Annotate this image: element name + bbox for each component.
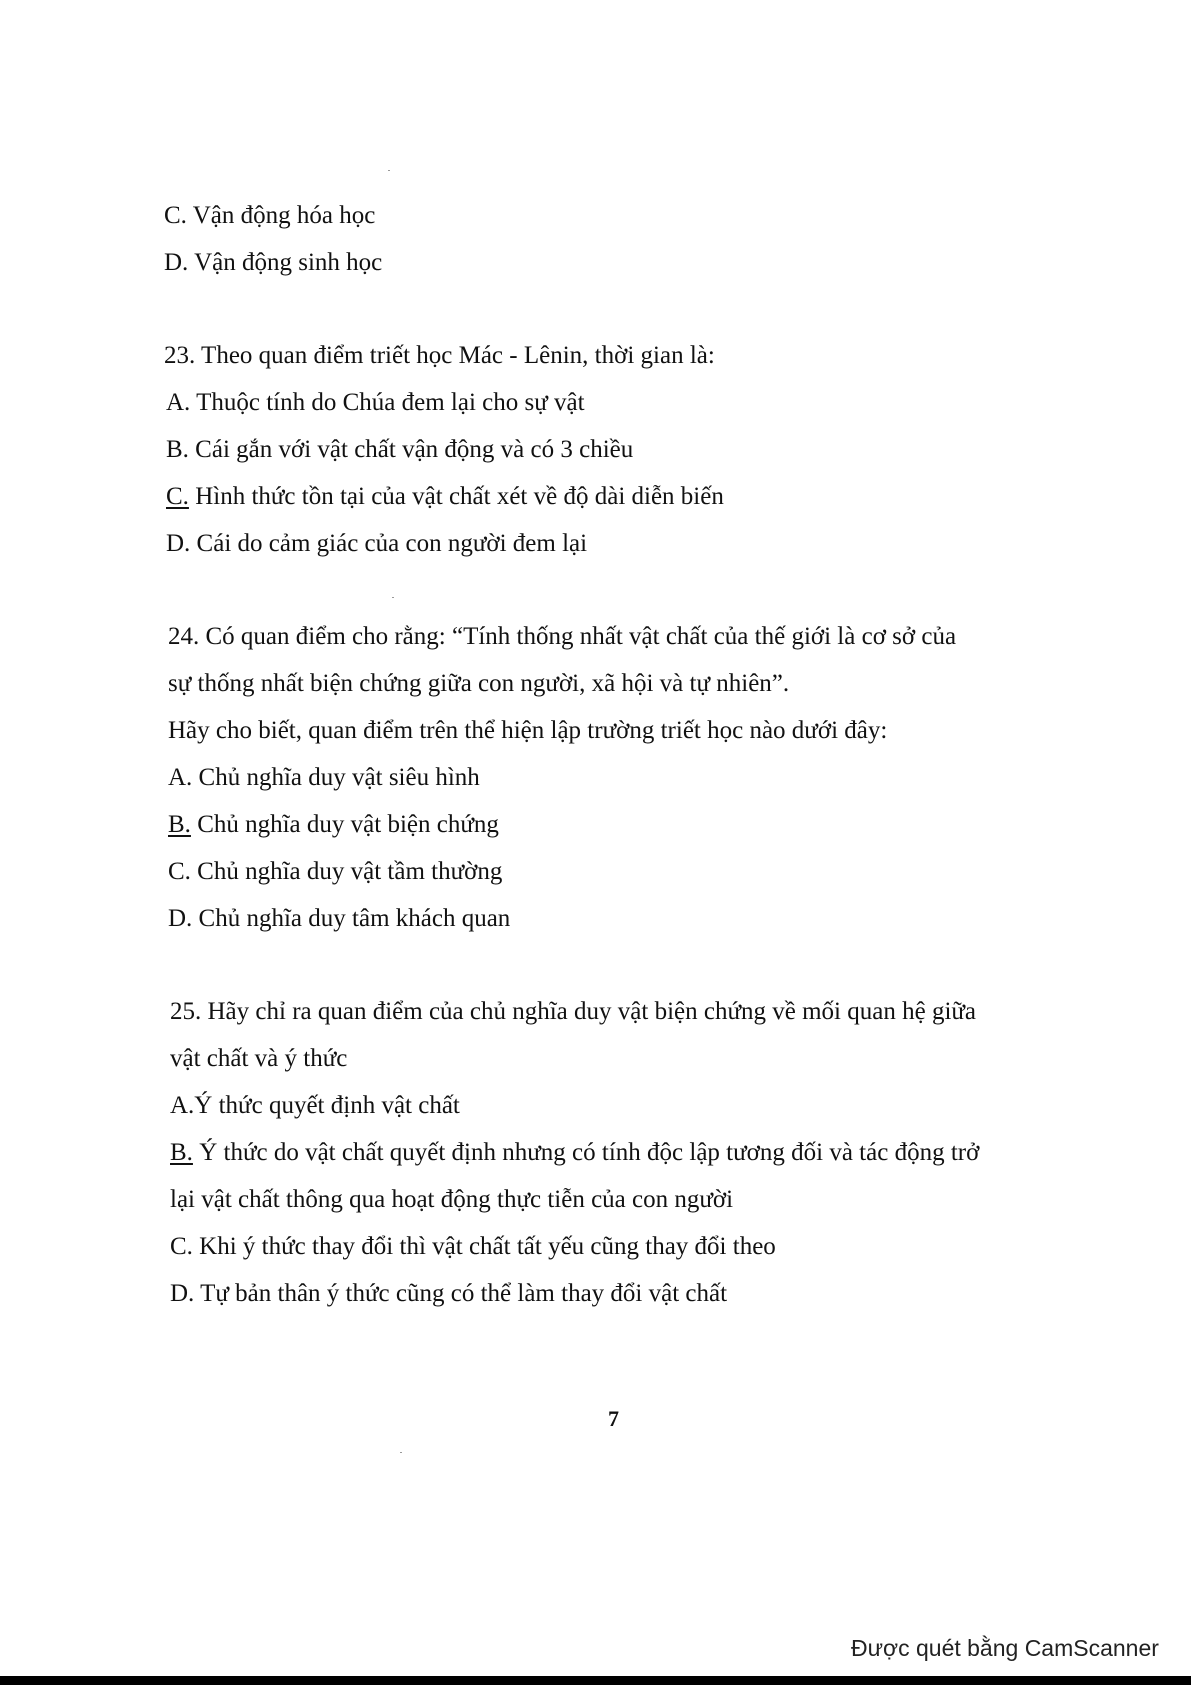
scan-speck [400, 1452, 402, 1453]
q25-correct-letter: B. [170, 1139, 193, 1166]
q24-option-b [168, 810, 499, 840]
prev-option-c: C. Vận động hóa học [164, 202, 376, 229]
q25-option-c: C. Khi ý thức thay đổi thì vật chất tất yếu cũng thay đổi theo [170, 1233, 776, 1260]
q23-option-c-text: Hình thức tồn tại của vật chất xét về độ dài diễn biến [188, 483, 724, 510]
q24-option-a: A. Chủ nghĩa duy vật siêu hình [168, 764, 480, 791]
prev-option-d: D. Vận động sinh học [164, 249, 383, 276]
q24-question-line2: sự thống nhất biện chứng giữa con người, xã hội và tự nhiên”. [168, 670, 790, 697]
q25-option-b-text-line1: Ý thức do vật chất quyết định nhưng có tính độc lập tương đối và tác động trở [192, 1139, 980, 1166]
scan-bottom-border [0, 1676, 1191, 1685]
camscanner-watermark: Được quét bằng CamScanner [851, 1635, 1159, 1661]
q24-correct-letter: B. [168, 811, 191, 838]
q23-question: 23. Theo quan điểm triết học Mác - Lênin, thời gian là: [164, 342, 715, 369]
q23-correct-letter: C. [166, 483, 189, 510]
q25-option-a: A.Ý thức quyết định vật chất [170, 1092, 460, 1119]
q23-option-a: A. Thuộc tính do Chúa đem lại cho sự vật [166, 389, 585, 416]
q25-question-line2: vật chất và ý thức [170, 1045, 348, 1072]
q25-option-d: D. Tự bản thân ý thức cũng có thể làm thay đổi vật chất [170, 1280, 728, 1307]
q25-option-b-line2: lại vật chất thông qua hoạt động thực tiễn của con người [170, 1186, 734, 1213]
page-number: 7 [608, 1406, 619, 1431]
q23-option-d: D. Cái do cảm giác của con người đem lại [166, 530, 588, 557]
q25-question-line1: 25. Hãy chỉ ra quan điểm của chủ nghĩa duy vật biện chứng về mối quan hệ giữa [170, 998, 977, 1025]
q23-option-b: B. Cái gắn với vật chất vận động và có 3 chiều [166, 436, 634, 463]
q24-option-d: D. Chủ nghĩa duy tâm khách quan [168, 905, 511, 932]
q24-option-b-text: Chủ nghĩa duy vật biện chứng [190, 811, 499, 838]
q23-option-c [166, 482, 724, 512]
scan-speck [388, 170, 390, 171]
scan-speck [392, 597, 394, 598]
q24-option-c: C. Chủ nghĩa duy vật tầm thường [168, 858, 503, 885]
q24-question-line1: 24. Có quan điểm cho rằng: “Tính thống nhất vật chất của thế giới là cơ sở của [168, 623, 957, 650]
q24-question-line3: Hãy cho biết, quan điểm trên thể hiện lập trường triết học nào dưới đây: [168, 717, 888, 744]
q25-option-b [170, 1138, 979, 1168]
